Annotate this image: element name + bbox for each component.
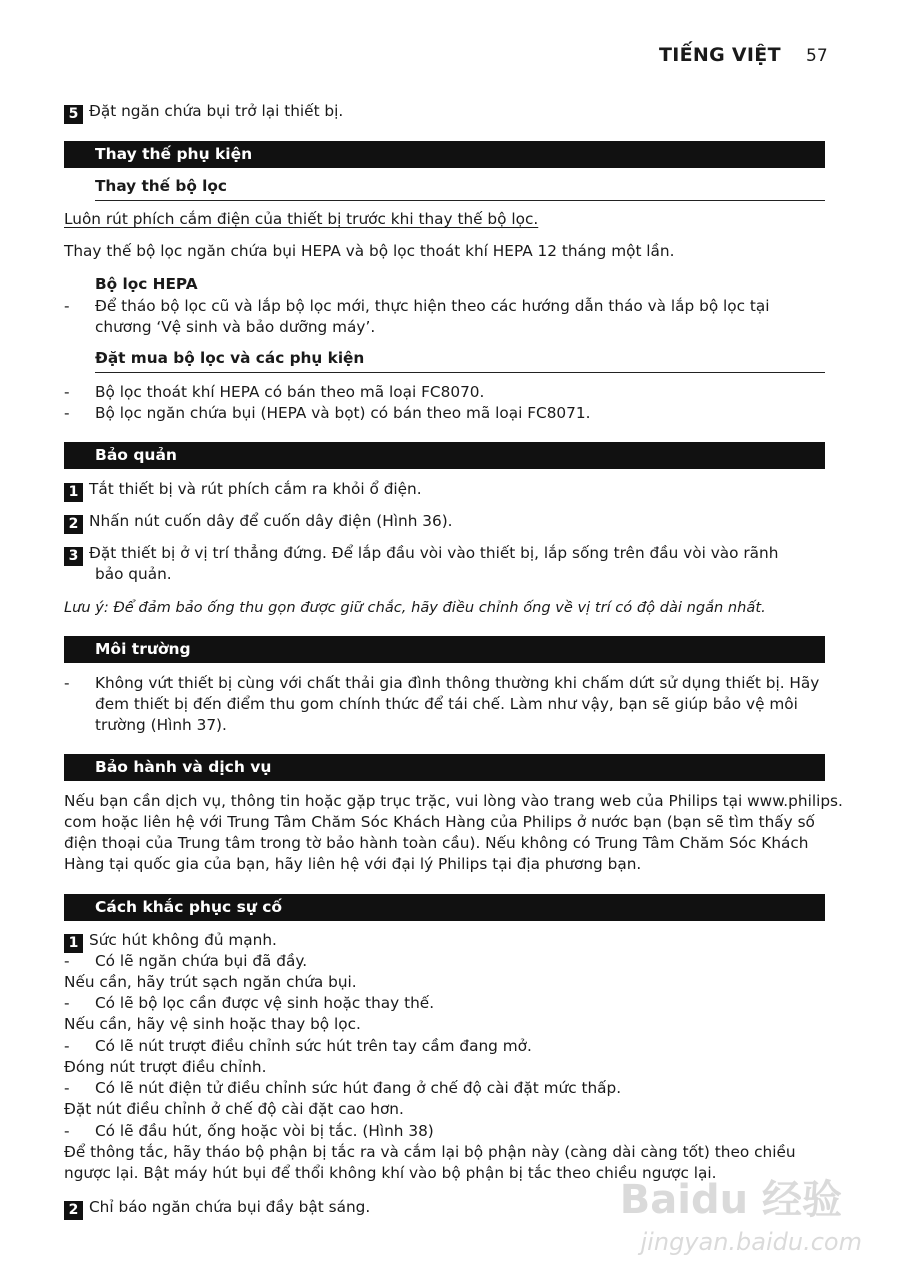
problem-title: Chỉ báo ngăn chứa bụi đầy bật sáng.	[89, 1198, 371, 1216]
problem-2	[64, 1197, 370, 1220]
storage-step-3	[64, 543, 778, 566]
step-number: 1	[64, 934, 83, 953]
subheading-hepa-filter: Bộ lọc HEPA	[95, 275, 198, 293]
divider	[95, 200, 825, 201]
step-number: 5	[64, 105, 83, 124]
dash: -	[64, 1079, 70, 1097]
warranty-line-1: Nếu bạn cần dịch vụ, thông tin hoặc gặp trục trặc, vui lòng vào trang web của Philips tại www.philips.	[64, 792, 843, 810]
warranty-line-4: Hàng tại quốc gia của bạn, hãy liên hệ với đại lý Philips tại địa phương bạn.	[64, 855, 642, 873]
step-text: Đặt thiết bị ở vị trí thẳng đứng. Để lắp đầu vòi vào thiết bị, lắp sống trên đầu vòi vào rãnh	[89, 544, 779, 562]
step-text: Đặt ngăn chứa bụi trở lại thiết bị.	[89, 102, 344, 120]
warranty-line-2: com hoặc liên hệ với Trung Tâm Chăm Sóc Khách Hàng của Philips ở nước bạn (bạn sẽ tìm thấy số	[64, 813, 815, 831]
section-heading-storage: Bảo quản	[64, 442, 825, 469]
watermark-url: jingyan.baidu.com	[640, 1228, 862, 1256]
watermark-logo: Baidu 经验	[619, 1177, 842, 1223]
filter-intro: Thay thế bộ lọc ngăn chứa bụi HEPA và bộ lọc thoát khí HEPA 12 tháng một lần.	[64, 242, 675, 260]
section-heading-warranty: Bảo hành và dịch vụ	[64, 754, 825, 781]
order-item-2: Bộ lọc ngăn chứa bụi (HEPA và bọt) có bán theo mã loại FC8071.	[95, 404, 591, 422]
dash: -	[64, 952, 70, 970]
dash: -	[64, 404, 70, 422]
subheading-replace-filter: Thay thế bộ lọc	[95, 177, 227, 195]
cause-2: Có lẽ bộ lọc cần được vệ sinh hoặc thay thế.	[95, 994, 435, 1012]
step-text: Tắt thiết bị và rút phích cắm ra khỏi ổ điện.	[89, 480, 422, 498]
step-number: 2	[64, 1201, 83, 1220]
cause-1: Có lẽ ngăn chứa bụi đã đầy.	[95, 952, 308, 970]
section-heading-environment: Môi trường	[64, 636, 825, 663]
step-number: 3	[64, 547, 83, 566]
section-heading-troubleshooting: Cách khắc phục sự cố	[64, 894, 825, 921]
env-line-2: đem thiết bị đến điểm thu gom chính thức để tái chế. Làm như vậy, bạn sẽ giúp bảo vệ môi	[95, 695, 798, 713]
dash: -	[64, 674, 70, 692]
storage-note: Lưu ý: Để đảm bảo ống thu gọn được giữ chắc, hãy điều chỉnh ống về vị trí có độ dài ngắn nhất.	[64, 599, 766, 616]
remedy-5-line1: Để thông tắc, hãy tháo bộ phận bị tắc ra và cắm lại bộ phận này (càng dài càng tốt) theo chiều	[64, 1143, 796, 1161]
remedy-5-line2: ngược lại. Bật máy hút bụi để thổi không khí vào bộ phận bị tắc theo chiều ngược lại.	[64, 1164, 717, 1182]
step-text: Nhấn nút cuốn dây để cuốn dây điện (Hình 36).	[89, 512, 453, 530]
cause-5: Có lẽ đầu hút, ống hoặc vòi bị tắc. (Hình 38)	[95, 1122, 434, 1140]
dash: -	[64, 994, 70, 1012]
env-line-3: trường (Hình 37).	[95, 716, 227, 734]
dash: -	[64, 1122, 70, 1140]
warranty-line-3: điện thoại của Trung tâm trong tờ bảo hành toàn cầu). Nếu không có Trung Tâm Chăm Sóc Khách	[64, 834, 809, 852]
dash: -	[64, 1037, 70, 1055]
section-heading-replace-accessories: Thay thế phụ kiện	[64, 141, 825, 168]
hepa-instruction-line1: Để tháo bộ lọc cũ và lắp bộ lọc mới, thực hiện theo các hướng dẫn tháo và lắp bộ lọc tại	[95, 297, 770, 315]
storage-step-3-cont: bảo quản.	[95, 565, 172, 583]
env-line-1: Không vứt thiết bị cùng với chất thải gia đình thông thường khi chấm dứt sử dụng thiết bị. Hãy	[95, 674, 820, 692]
dash: -	[64, 383, 70, 401]
step-number: 1	[64, 483, 83, 502]
header-language: TIẾNG VIỆT	[659, 44, 781, 66]
problem-1	[64, 930, 277, 953]
dash: -	[64, 297, 70, 315]
page-number: 57	[806, 46, 828, 66]
step-number: 2	[64, 515, 83, 534]
step-5	[64, 101, 343, 124]
hepa-instruction-line2: chương ‘Vệ sinh và bảo dưỡng máy’.	[95, 318, 376, 336]
storage-step-2	[64, 511, 453, 534]
cause-3: Có lẽ nút trượt điều chỉnh sức hút trên tay cầm đang mở.	[95, 1037, 532, 1055]
remedy-2: Nếu cần, hãy vệ sinh hoặc thay bộ lọc.	[64, 1015, 361, 1033]
problem-title: Sức hút không đủ mạnh.	[89, 931, 277, 949]
warning-unplug: Luôn rút phích cắm điện của thiết bị trước khi thay thế bộ lọc.	[64, 210, 539, 228]
remedy-4: Đặt nút điều chỉnh ở chế độ cài đặt cao hơn.	[64, 1100, 404, 1118]
divider	[95, 372, 825, 373]
subheading-order-accessories: Đặt mua bộ lọc và các phụ kiện	[95, 349, 365, 367]
remedy-3: Đóng nút trượt điều chỉnh.	[64, 1058, 267, 1076]
remedy-1: Nếu cần, hãy trút sạch ngăn chứa bụi.	[64, 973, 357, 991]
cause-4: Có lẽ nút điện tử điều chỉnh sức hút đang ở chế độ cài đặt mức thấp.	[95, 1079, 622, 1097]
order-item-1: Bộ lọc thoát khí HEPA có bán theo mã loại FC8070.	[95, 383, 485, 401]
storage-step-1	[64, 479, 422, 502]
